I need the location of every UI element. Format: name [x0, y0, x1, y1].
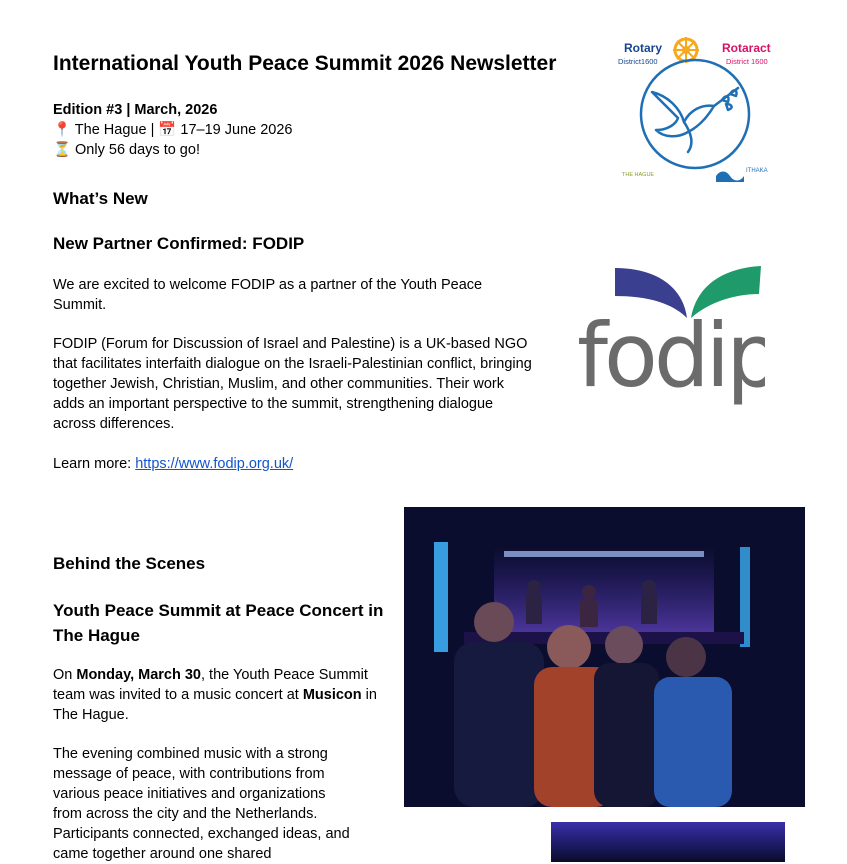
- dove-icon: [652, 88, 738, 152]
- rotaract-text: Rotaract: [722, 41, 771, 55]
- rotary-text: Rotary: [624, 41, 663, 55]
- newsletter-title: International Youth Peace Summit 2026 Newsletter: [53, 52, 557, 75]
- summit-logo: [618, 30, 778, 190]
- dates-text: 17–19 June 2026: [180, 122, 293, 138]
- location-line: [53, 120, 292, 140]
- fodip-link[interactable]: https://www.fodip.org.uk/: [135, 456, 294, 472]
- calendar-icon: 📅: [158, 122, 177, 138]
- concert-subheading: Youth Peace Summit at Peace Concert in The Hague: [53, 601, 384, 645]
- separator: |: [150, 122, 155, 138]
- ithaka-logo-text: ITHAKA: [746, 168, 768, 174]
- concert-photo: [404, 507, 805, 807]
- countdown-line: [53, 140, 292, 160]
- partner-subheading: New Partner Confirmed: FODIP: [53, 234, 305, 253]
- concert-venue: Musicon: [302, 687, 362, 703]
- partner-description-paragraph: FODIP (Forum for Discussion of Israel and Palestine) is a UK-based NGO that facilitates interfaith dialogue on the Israeli-Palestinian conflict, bringing together Jewish, Christian, Muslim, and other communities. Their work adds an important perspective to the summit, strengthening dialogue across differences.: [53, 336, 532, 432]
- p1-text-a: On: [53, 667, 77, 683]
- hourglass-icon: ⏳: [53, 142, 72, 158]
- location-pin-icon: 📍: [53, 122, 72, 138]
- hague-logo-text: THE HAGUE: [622, 172, 655, 178]
- ithaka-wave-icon: [716, 172, 744, 183]
- countdown-text: Only 56 days to go!: [75, 142, 200, 158]
- partner-intro-paragraph: We are excited to welcome FODIP as a partner of the Youth Peace Summit.: [53, 277, 483, 313]
- fodip-logo: [575, 262, 765, 422]
- newsletter-meta: [53, 100, 292, 160]
- concert-paragraph-2: The evening combined music with a strong message of peace, with contributions from various peace initiatives and organizations from across the city and the Netherlands. Participants connected, exchanged ideas, and came together around one shared: [53, 746, 350, 862]
- second-photo: [551, 822, 785, 862]
- rotaract-district-text: District 1600: [726, 57, 768, 66]
- concert-paragraph-1: [53, 665, 383, 725]
- concert-date: Monday, March 30: [76, 667, 201, 683]
- whats-new-heading: What’s New: [53, 189, 148, 208]
- learn-more-line: [53, 454, 293, 474]
- concert-paragraph-2-upper: [53, 744, 353, 864]
- p1-text-c: in The Hague.: [53, 687, 377, 723]
- edition-line: Edition #3 | March, 2026: [53, 102, 218, 118]
- learn-more-label: Learn more:: [53, 456, 136, 472]
- rotary-district-text: District1600: [618, 57, 658, 66]
- p1-text-b: , the Youth Peace Summit team was invited to a music concert at: [53, 667, 368, 703]
- location-text: The Hague: [74, 122, 147, 138]
- fodip-logo-text: fodip: [577, 304, 765, 407]
- behind-scenes-heading: Behind the Scenes: [53, 554, 206, 573]
